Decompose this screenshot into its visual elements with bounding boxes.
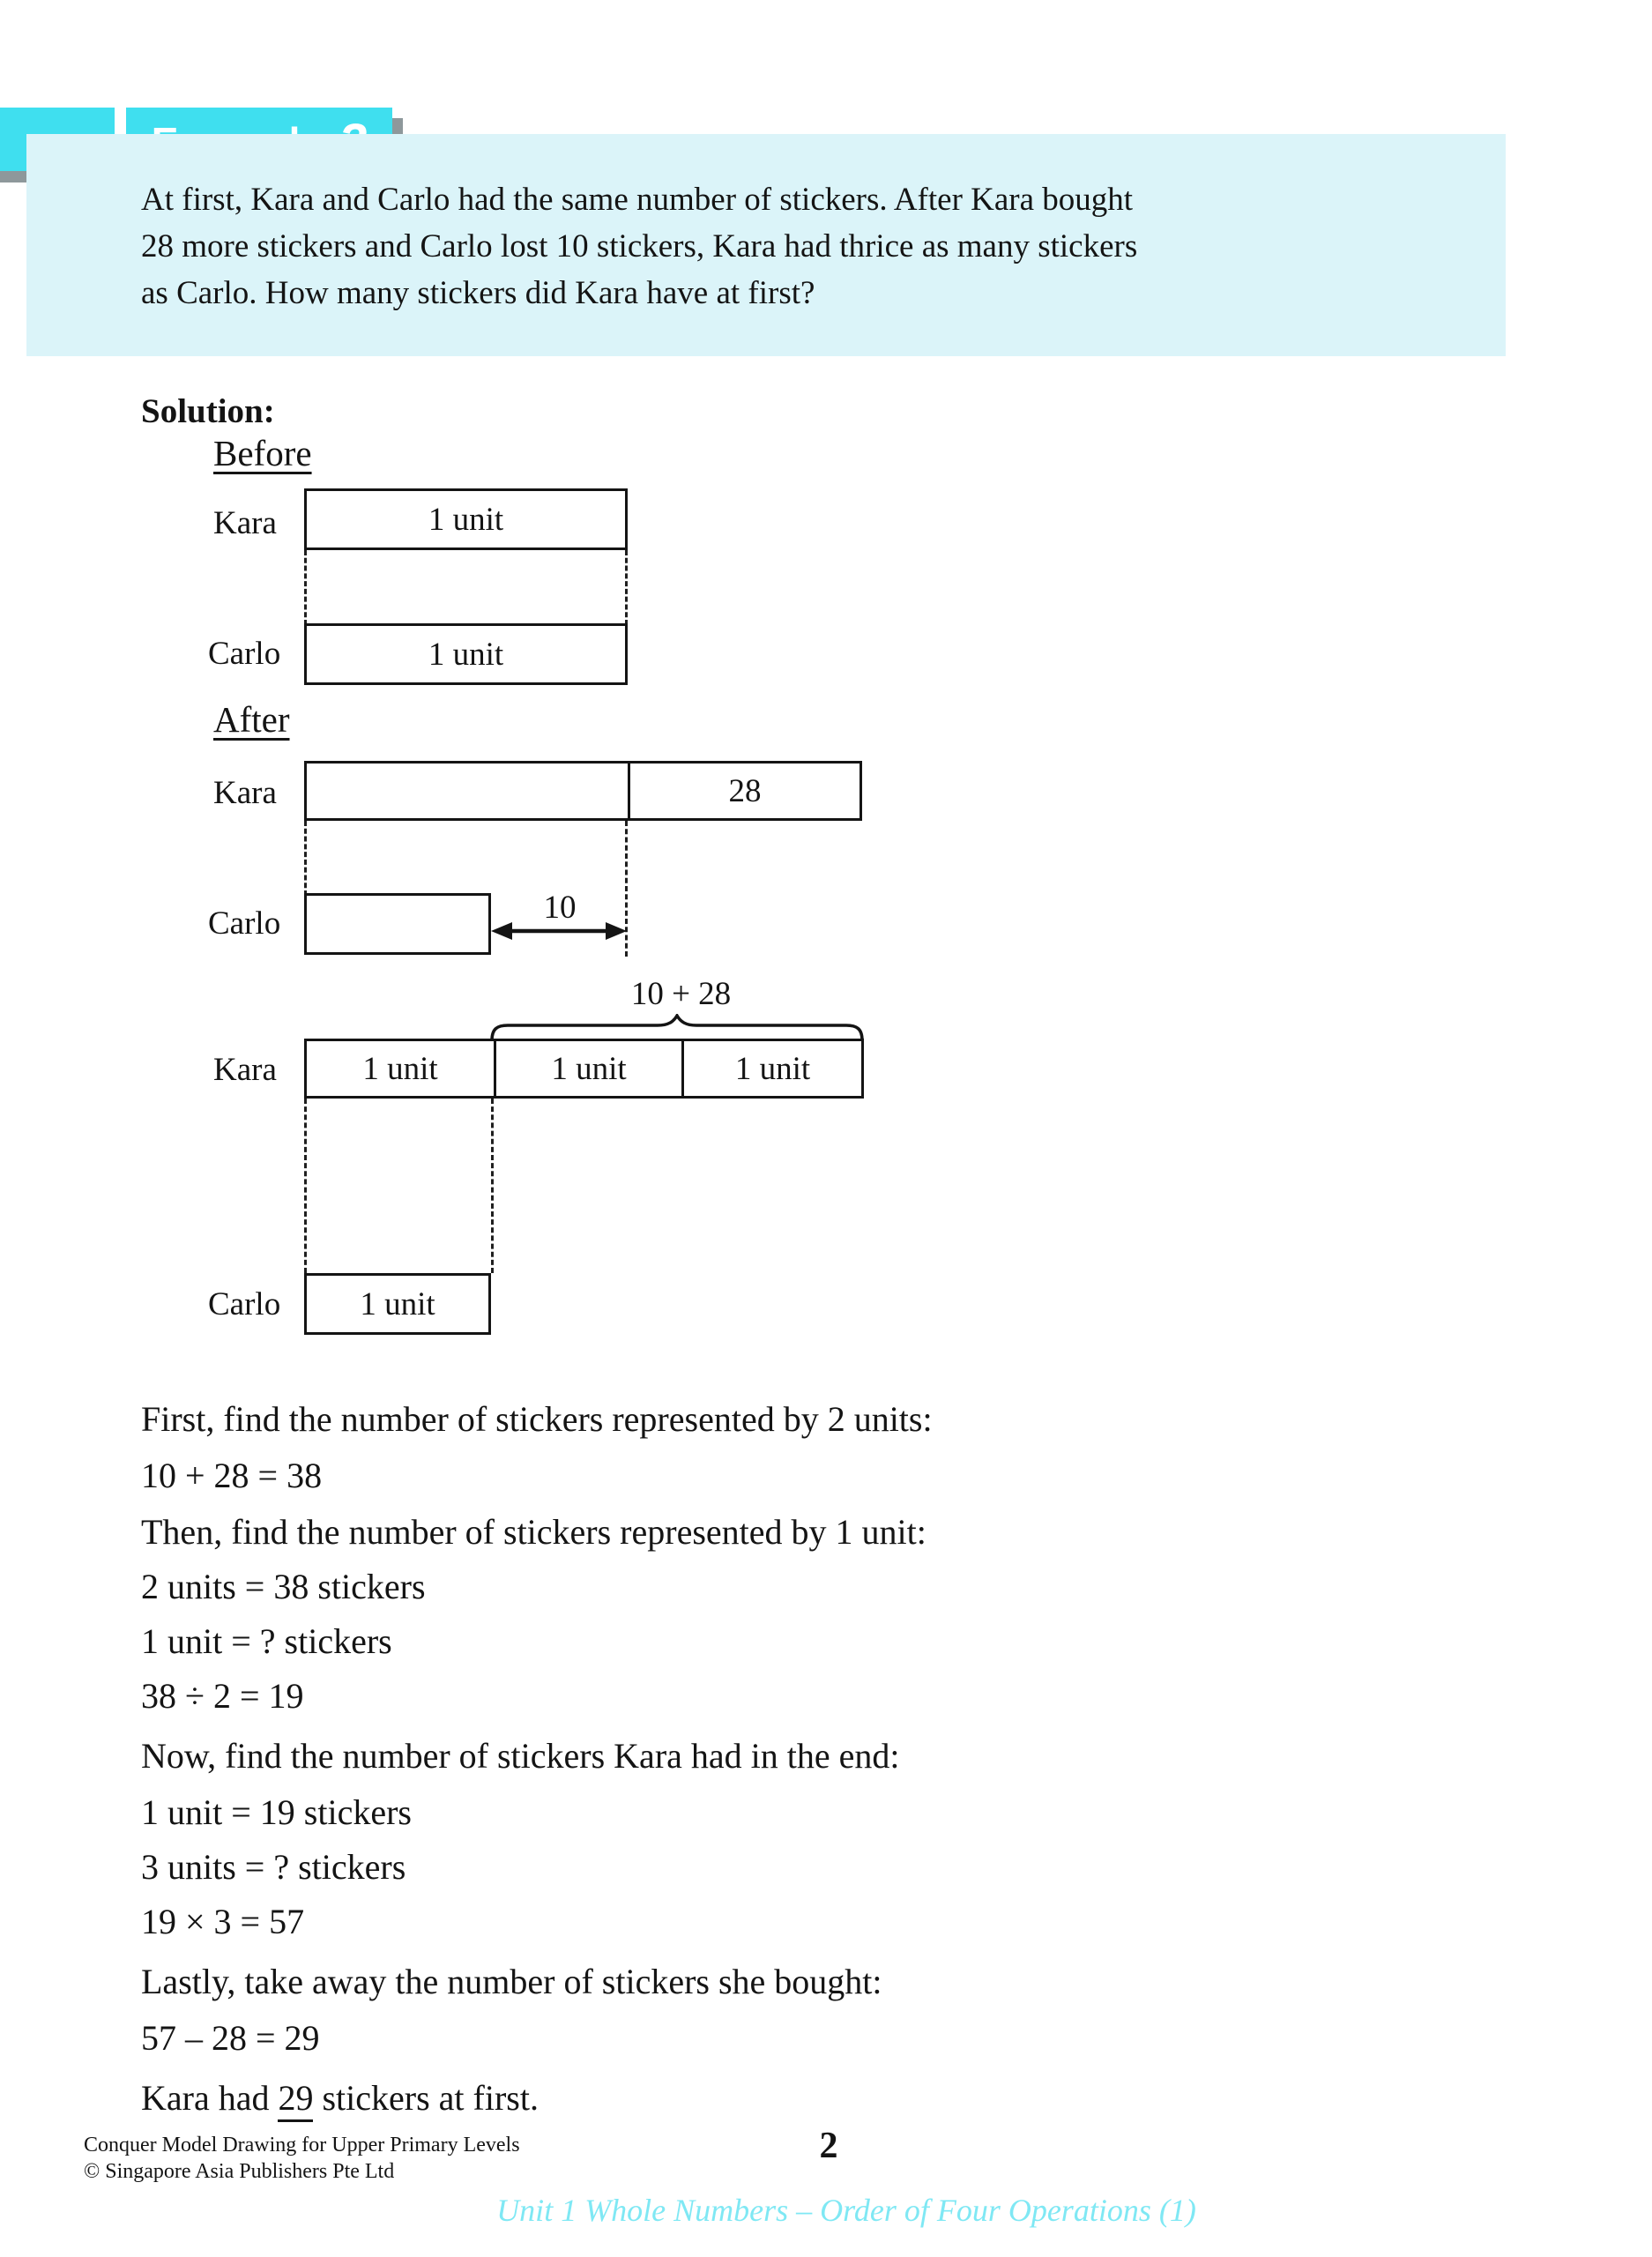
units-kara-cell-3: 1 unit [681, 1041, 861, 1096]
step-line-8: 1 unit = 19 stickers [141, 1792, 412, 1832]
after-kara-extra-cell: 28 [628, 764, 859, 818]
units-kara-cell-2: 1 unit [494, 1041, 681, 1096]
problem-line-2: 28 more stickers and Carlo lost 10 stickers, Kara had thrice as many stickers [141, 228, 1138, 264]
units-carlo-row-label: Carlo [208, 1286, 281, 1322]
after-carlo-row-label: Carlo [208, 905, 281, 942]
difference-label: 10 [543, 890, 577, 926]
before-kara-bar [304, 488, 628, 550]
answer-sentence [141, 2077, 539, 2119]
answer-prefix: Kara had [141, 2078, 279, 2118]
answer-value: 29 [278, 2078, 313, 2122]
after-label: After [213, 699, 290, 740]
step-line-11: Lastly, take away the number of stickers she bought: [141, 1962, 882, 2001]
units-kara-cell-1: 1 unit [362, 1050, 438, 1087]
before-dashed-line-right [625, 550, 628, 625]
double-arrow-icon [491, 919, 627, 943]
units-dashed-line-right [491, 1099, 494, 1273]
solution-heading: Solution: [141, 392, 275, 430]
footer-copyright: © Singapore Asia Publishers Pte Ltd [84, 2160, 395, 2183]
units-carlo-cell: 1 unit [360, 1285, 435, 1322]
footer-page-number: 2 [819, 2126, 838, 2166]
after-kara-row-label: Kara [213, 775, 277, 811]
before-label: Before [213, 433, 312, 473]
after-dashed-line-left [304, 821, 307, 896]
step-line-10: 19 × 3 = 57 [141, 1902, 305, 1941]
step-line-9: 3 units = ? stickers [141, 1847, 406, 1887]
brace-label: 10 + 28 [630, 976, 732, 1012]
step-line-5: 1 unit = ? stickers [141, 1621, 392, 1661]
after-carlo-cell [307, 896, 488, 952]
step-line-1: First, find the number of stickers represented by 2 units: [141, 1399, 933, 1439]
units-kara-bar [304, 1039, 864, 1099]
step-line-2: 10 + 28 = 38 [141, 1456, 323, 1495]
overbrace-icon [490, 1014, 864, 1040]
problem-line-1: At first, Kara and Carlo had the same number of stickers. After Kara bought [141, 182, 1134, 218]
footer-unit-title: Unit 1 Whole Numbers – Order of Four Operations (1) [496, 2193, 1196, 2228]
before-dashed-line-left [304, 550, 307, 625]
step-line-4: 2 units = 38 stickers [141, 1567, 426, 1606]
after-carlo-bar [304, 893, 491, 955]
answer-suffix: stickers at first. [313, 2078, 539, 2118]
before-kara-unit-cell: 1 unit [428, 501, 504, 538]
after-kara-bar [304, 761, 862, 821]
step-line-3: Then, find the number of stickers represented by 1 unit: [141, 1512, 926, 1552]
units-kara-row-label: Kara [213, 1052, 277, 1088]
units-carlo-bar [304, 1273, 491, 1335]
step-line-7: Now, find the number of stickers Kara had in the end: [141, 1736, 900, 1776]
step-line-12: 57 – 28 = 29 [141, 2018, 320, 2058]
after-kara-original-cell [307, 764, 628, 818]
before-carlo-bar [304, 623, 628, 685]
before-kara-row-label: Kara [213, 505, 277, 541]
problem-line-3: as Carlo. How many stickers did Kara have at first? [141, 275, 815, 311]
before-carlo-unit-cell: 1 unit [428, 636, 504, 673]
units-dashed-line-left [304, 1099, 307, 1273]
step-line-6: 38 ÷ 2 = 19 [141, 1676, 304, 1716]
before-carlo-row-label: Carlo [208, 636, 281, 672]
footer-book-title: Conquer Model Drawing for Upper Primary Levels [84, 2134, 520, 2156]
problem-statement [141, 176, 1481, 317]
